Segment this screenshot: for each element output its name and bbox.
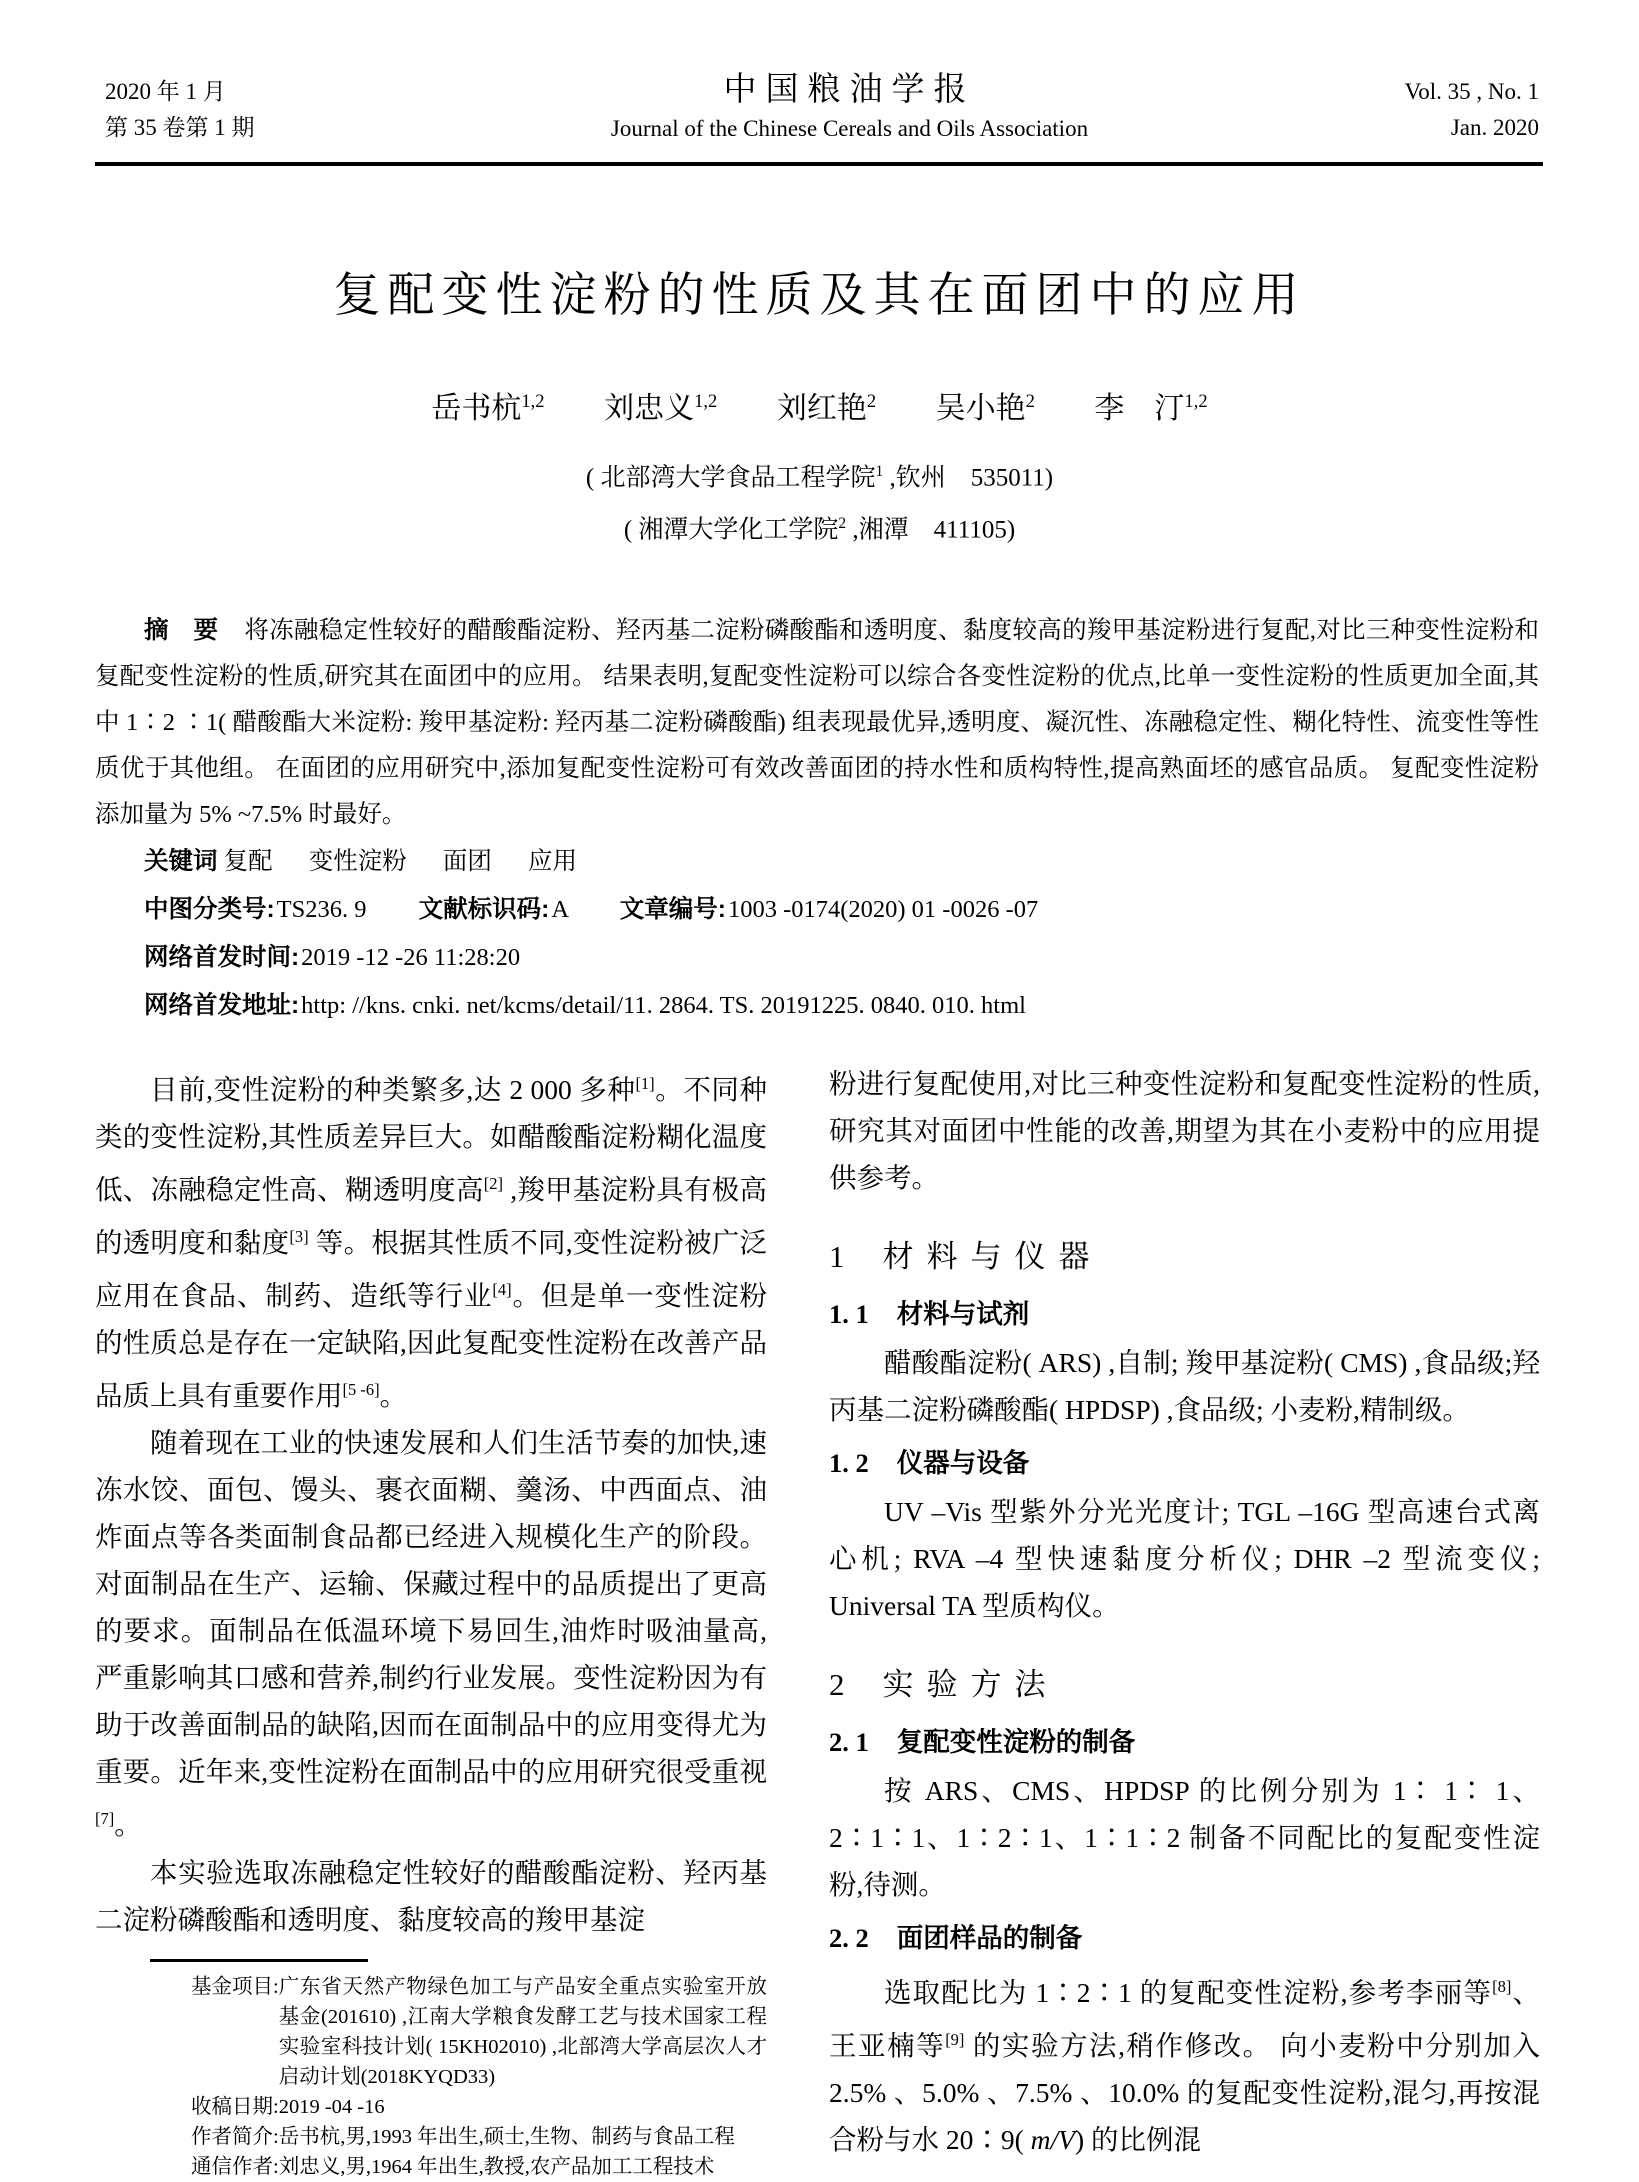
paragraph: 按 ARS、CMS、HPDSP 的比例分别为 1∶ 1∶ 1、2∶1∶1、1∶2∶1、1∶1∶2 制备不同配比的复配变性淀粉,待测。 — [829, 1774, 1540, 1900]
online-time-value: 2019 -12 -26 11:28:20 — [301, 943, 521, 971]
affiliation-text: ,湘潭 411105) — [846, 516, 1016, 544]
paragraph: 粉进行复配使用,对比三种变性淀粉和复配变性淀粉的性质,研究其对面团中性能的改善,期望为其在小麦粉中的应用提供参考。 — [829, 1067, 1540, 1193]
journal-issue-en — [1324, 74, 1587, 146]
author-name: 刘红艳 — [776, 392, 867, 425]
section-heading-2 — [829, 1659, 1540, 1704]
header-rule — [95, 162, 1543, 166]
author — [604, 392, 717, 425]
author-affil-sup: 1,2 — [521, 391, 545, 412]
issue-date-cn: 2020 年 1 月 — [105, 79, 226, 104]
section-heading-1 — [829, 1231, 1540, 1276]
abstract — [95, 608, 1539, 838]
journal-issue-cn — [105, 74, 375, 146]
footnote-rule — [150, 1959, 368, 1962]
subsection-title: 仪器与设备 — [896, 1447, 1030, 1478]
articleid-label: 文章编号: — [619, 895, 726, 923]
section-number: 1 — [829, 1238, 845, 1274]
doccode-label: 文献标识码: — [418, 895, 550, 923]
journal-header — [0, 68, 1639, 156]
online-time-label: 网络首发时间: — [144, 943, 300, 971]
subsection-number: 1. 1 — [829, 1298, 869, 1329]
author-name: 李 汀 — [1094, 392, 1185, 425]
keywords-label: 关键词 — [144, 847, 218, 875]
subsection-heading-1-2 — [829, 1441, 1540, 1480]
affiliation — [0, 501, 1639, 553]
issue-date-en: Jan. 2020 — [1450, 115, 1539, 140]
abstract-text: 将冻融稳定性较好的醋酸酯淀粉、羟丙基二淀粉磷酸酯和透明度、黏度较高的羧甲基淀粉进行复配,对比三种变性淀粉和复配变性淀粉的性质,研究其在面团中的应用。 结果表明,复配变性淀粉可以综合各变性淀粉的优点,比单一变性淀粉的性质更加全面,其中 1∶2 ∶1( 醋酸酯大米淀粉: 羧甲基淀粉: 羟丙基二淀粉磷酸酯) 组表现最优异,透明度、凝沉性、冻融稳定性、糊化特性、流变性等性质优于其他组。 在面团的应用研究中,添加复配变性淀粉可有效改善面团的持水性和质构特性,提高熟面坯的感官品质。 复配变性淀粉添加量为 5% ~7.5% 时最好。 — [95, 616, 1539, 828]
affiliation-sup: 2 — [838, 515, 847, 533]
author-affil-sup: 2 — [866, 391, 877, 412]
paragraph: 目前,变性淀粉的种类繁多,达 2 000 多种[1]。不同种类的变性淀粉,其性质差异巨大。如醋酸酯淀粉糊化温度低、冻融稳定性高、糊透明度高[2] ,羧甲基淀粉具有极高的透明度和黏度[3] 等。根据其性质不同,变性淀粉被广泛应用在食品、制药、造纸等行业[4]。但是单一变性淀粉的性质总是存在一定缺陷,因此复配变性淀粉在改善产品品质上具有重要作用[5 -6]。 — [95, 1073, 768, 1412]
subsection-heading-2-1 — [829, 1720, 1540, 1759]
issue-volume-en: Vol. 35 , No. 1 — [1404, 79, 1539, 104]
author-line — [0, 383, 1639, 427]
subsection-heading-1-1 — [829, 1292, 1540, 1331]
subsection-number: 2. 2 — [829, 1922, 869, 1953]
online-time-line — [95, 934, 1539, 982]
author — [936, 392, 1035, 425]
online-url-label: 网络首发地址: — [144, 991, 300, 1019]
footnote-corresponding-author — [191, 2152, 767, 2182]
subsection-title: 复配变性淀粉的制备 — [896, 1726, 1136, 1757]
article-title: 复配变性淀粉的性质及其在面团中的应用 — [333, 270, 1306, 322]
footnote-block — [191, 1972, 767, 2182]
author — [431, 392, 544, 425]
online-url-line — [95, 982, 1539, 1030]
author-name: 刘忠义 — [604, 392, 695, 425]
affiliation-text: ( 湘潭大学化工学院 — [623, 516, 839, 544]
footnote-label: 基金项目: — [191, 1975, 279, 1998]
doccode-value: A — [551, 895, 568, 923]
journal-name-cn: 中国粮油学报 — [723, 72, 976, 108]
paragraph: 随着现在工业的快速发展和人们生活节奏的加快,速冻水饺、面包、馒头、裹衣面糊、羹汤、中西面点、油炸面点等各类面制食品都已经进入规模化生产的阶段。对面制品在生产、运输、保藏过程中的品质提出了更高的要求。面制品在低温环境下易回生,油炸时吸油量高,严重影响其口感和营养,制约行业发展。变性淀粉因为有助于改善面制品的缺陷,因而在面制品中的应用变得尤为重要。近年来,变性淀粉在面制品中的应用研究很受重视[7]。 — [95, 1427, 767, 1841]
abstract-label: 摘 要 — [144, 616, 219, 644]
author-affil-sup: 2 — [1025, 391, 1035, 412]
author-name: 吴小艳 — [935, 392, 1026, 425]
footnote-funding — [191, 1972, 767, 2092]
keywords-line — [95, 838, 1539, 886]
articleid-value: 1003 -0174(2020) 01 -0026 -07 — [727, 895, 1039, 923]
paragraph: UV –Vis 型紫外分光光度计; TGL –16G 型高速台式离心机; RVA –4 型快速黏度分析仪; DHR –2 型流变仪; Universal TA 型质构仪。 — [829, 1495, 1540, 1621]
journal-name-en: Journal of the Chinese Cereals and Oils Association — [610, 116, 1089, 141]
footnote-label: 收稿日期: — [191, 2095, 279, 2118]
author — [777, 392, 876, 425]
paragraph: 醋酸酯淀粉( ARS) ,自制; 羧甲基淀粉( CMS) ,食品级;羟丙基二淀粉磷酸酯( HPDSP) ,食品级; 小麦粉,精制级。 — [829, 1346, 1540, 1425]
right-column — [829, 1060, 1540, 2182]
footnote-text: 广东省天然产物绿色加工与产品安全重点实验室开放基金(201610) ,江南大学粮食发酵工艺与技术国家工程实验室科技计划( 15KH02010) ,北部湾大学高层次人才启动计划(2018KYQD33) — [278, 1975, 767, 2088]
affiliation — [0, 449, 1639, 501]
footnote-label: 作者简介: — [191, 2125, 279, 2148]
author-name: 岳书杭 — [431, 392, 522, 425]
section-title: 材料与仪器 — [882, 1238, 1103, 1274]
paragraph: 选取配比为 1∶2∶1 的复配变性淀粉,参考李丽等[8]、王亚楠等[9] 的实验方法,稍作修改。 向小麦粉中分别加入 2.5% 、5.0% 、7.5% 、10.0% 的复配变性淀粉,混匀,再按混合粉与水 20∶9( m/V) 的比例混 — [829, 1976, 1541, 2155]
affiliation-text: ( 北部湾大学食品工程学院 — [585, 464, 876, 492]
footnote-text: 2019 -04 -16 — [278, 2095, 385, 2118]
journal-name — [375, 68, 1324, 146]
subsection-number: 1. 2 — [829, 1447, 869, 1478]
section-title: 实验方法 — [882, 1666, 1059, 1702]
footnote-label: 通信作者: — [191, 2155, 279, 2178]
subsection-number: 2. 1 — [829, 1726, 869, 1757]
affiliation-block — [0, 449, 1639, 554]
author-affil-sup: 1,2 — [694, 391, 718, 412]
footnote-text: 刘忠义,男,1964 年出生,教授,农产品加工工程技术 — [278, 2155, 715, 2178]
clc-value: TS236. 9 — [276, 895, 367, 923]
affiliation-sup: 1 — [875, 463, 884, 480]
footnote-text: 岳书杭,男,1993 年出生,硕士,生物、制药与食品工程 — [278, 2125, 735, 2148]
author-affil-sup: 1,2 — [1184, 391, 1208, 412]
paragraph: 本实验选取冻融稳定性较好的醋酸酯淀粉、羟丙基二淀粉磷酸酯和透明度、黏度较高的羧甲基淀 — [95, 1856, 767, 1935]
clc-label: 中图分类号: — [144, 895, 275, 923]
online-url-value: http: //kns. cnki. net/kcms/detail/11. 2864. TS. 20191225. 0840. 010. html — [301, 991, 1026, 1019]
affiliation-text: ,钦州 535011) — [883, 464, 1054, 492]
subsection-title: 材料与试剂 — [896, 1298, 1030, 1329]
subsection-heading-2-2 — [829, 1916, 1540, 1955]
author — [1094, 392, 1207, 425]
subsection-title: 面团样品的制备 — [896, 1922, 1083, 1953]
keyword: 复配 — [223, 847, 273, 875]
keyword: 变性淀粉 — [308, 847, 407, 875]
left-column — [95, 1060, 767, 2182]
body-columns — [0, 1030, 1639, 2182]
footnote-received-date — [191, 2092, 767, 2122]
classification-line — [95, 886, 1539, 934]
keyword: 应用 — [528, 847, 577, 875]
issue-volume-cn: 第 35 卷第 1 期 — [105, 115, 255, 140]
keyword: 面团 — [442, 847, 492, 875]
footnote-author-bio — [191, 2122, 767, 2152]
section-number: 2 — [829, 1666, 845, 1702]
